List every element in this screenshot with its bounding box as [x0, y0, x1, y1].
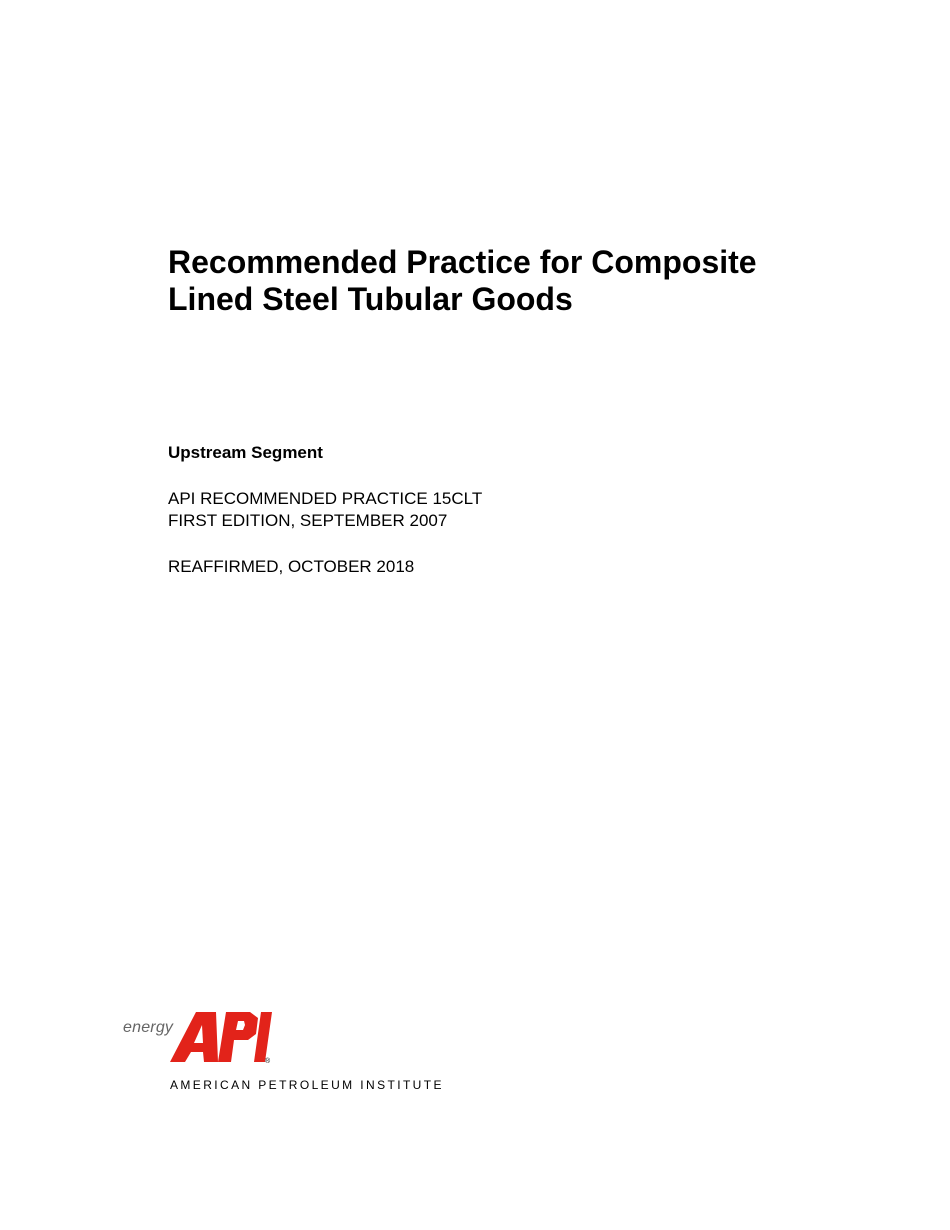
api-logo: [120, 1010, 450, 1100]
title-line-2: Lined Steel Tubular Goods: [168, 281, 573, 317]
organization-name: AMERICAN PETROLEUM INSTITUTE: [170, 1078, 444, 1092]
logo-tagline: energy: [123, 1019, 174, 1036]
api-logo-mark-icon: [168, 1010, 272, 1064]
designation-text: API RECOMMENDED PRACTICE 15CLT: [168, 489, 483, 508]
edition-info: [168, 488, 482, 532]
segment-label: Upstream Segment: [168, 443, 323, 462]
registered-mark: ®: [265, 1058, 271, 1064]
title-line-1: Recommended Practice for Composite: [168, 244, 757, 280]
edition-text: FIRST EDITION, SEPTEMBER 2007: [168, 511, 448, 530]
reaffirmed-text: REAFFIRMED, OCTOBER 2018: [168, 557, 415, 576]
document-title: [168, 244, 868, 318]
